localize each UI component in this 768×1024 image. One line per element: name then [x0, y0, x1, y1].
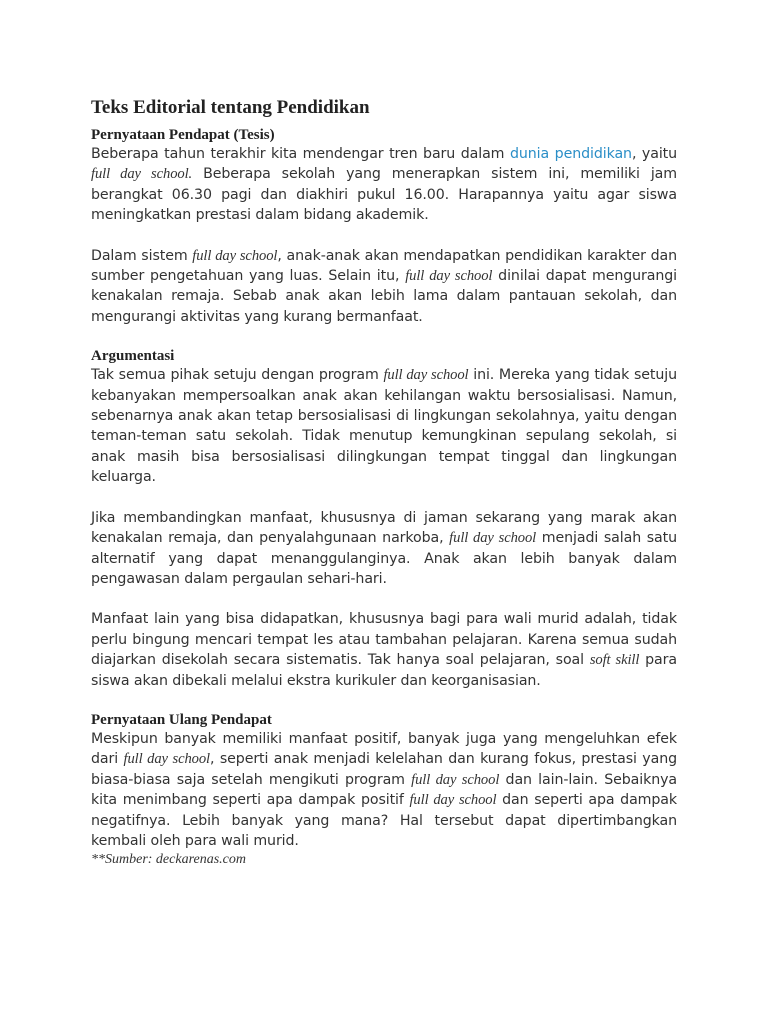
document-page	[91, 96, 677, 869]
argument-paragraph-3	[91, 609, 677, 691]
document-title: Teks Editorial tentang Pendidikan	[91, 97, 370, 118]
section-gap	[91, 691, 677, 711]
paragraph-gap	[91, 226, 677, 246]
section-gap	[91, 327, 677, 347]
thesis-paragraph-1	[91, 144, 677, 226]
italic-term: full day school	[411, 771, 500, 788]
text-run: Dalam sistem	[91, 247, 193, 264]
italic-term: full day school	[123, 751, 211, 768]
thesis-paragraph-2	[91, 246, 677, 328]
restatement-paragraph	[91, 729, 677, 851]
text-run: Meskipun banyak memiliki manfaat positif, banyak juga yang mengeluhkan efek dari	[91, 730, 677, 768]
text-run: Manfaat lain yang bisa didapatkan, khususnya bagi para wali murid adalah, tidak perlu bingung mencari tempat les atau tambahan pelajaran. Karena semua sudah diajarkan disekolah secara sistematis. Tak hanya soal pelajaran, soal	[91, 611, 677, 669]
text-run: , seperti anak menjadi kelelahan dan kurang fokus, prestasi yang biasa-biasa saja setelah mengikuti program	[91, 751, 677, 788]
text-run: Beberapa tahun terakhir kita mendengar tren baru dalam	[91, 146, 510, 162]
link-dunia-pendidikan[interactable]: dunia pendidikan	[509, 146, 632, 162]
section-heading-restatement: Pernyataan Ulang Pendapat	[91, 711, 272, 728]
italic-term: full day school	[409, 792, 497, 809]
italic-term: full day school.	[91, 166, 193, 183]
text-run: Tak semua pihak setuju dengan program	[91, 367, 384, 384]
argument-paragraph-2	[91, 508, 677, 590]
italic-term: full day school	[405, 268, 493, 285]
section-heading-thesis: Pernyataan Pendapat (Tesis)	[91, 127, 275, 143]
paragraph-gap	[91, 488, 677, 508]
italic-term: full day school	[192, 247, 278, 264]
paragraph-gap	[91, 589, 677, 609]
text-run: dan seperti apa dampak negatifnya. Lebih banyak yang mana? Hal tersebut dapat dipertimbangkan kembali oleh para wali murid.	[91, 792, 677, 849]
text-run: , anak-anak akan mendapatkan pendidikan karakter dan sumber pengetahuan yang luas. Selain itu,	[91, 247, 677, 285]
italic-term: full day school	[383, 367, 469, 384]
argument-paragraph-1	[91, 365, 677, 487]
text-run: ini. Mereka yang tidak setuju kebanyakan mempersoalkan anak akan kehilangan waktu bersosialisasi. Namun, sebenarnya anak akan tetap bersosialisasi di lingkungan sekolahnya, yaitu dengan teman-teman satu sekolah. Tidak menutup kemungkinan sepulang sekolah, si anak masih bisa bersosialisasi dilingkungan tempat tinggal dan lingkungan keluarga.	[91, 367, 677, 486]
text-run: Jika membandingkan manfaat, khususnya di jaman sekarang yang marak akan kenakalan remaja, dan penyalahgunaan narkoba,	[91, 509, 677, 547]
text-run: dinilai dapat mengurangi kenakalan remaja. Sebab anak akan lebih lama dalam pantauan sekolah, dan mengurangi aktivitas yang kurang bermanfaat.	[91, 268, 677, 325]
section-heading-argumentasi: Argumentasi	[91, 348, 175, 365]
italic-term: full day school	[449, 530, 537, 547]
text-run: dan lain-lain. Sebaiknya kita menimbang seperti apa dampak positif	[91, 771, 677, 809]
text-run: Beberapa sekolah yang menerapkan sistem ini, memiliki jam berangkat 06.30 pagi dan diakhiri pukul 16.00. Harapannya yaitu agar siswa meningkatkan prestasi dalam bidang akademik.	[91, 166, 677, 224]
text-run: menjadi salah satu alternatif yang dapat menanggulanginya. Anak akan lebih banyak dalam pengawasan dalam pergaulan sehari-hari.	[91, 530, 677, 587]
italic-term: soft skill	[589, 652, 640, 669]
text-run: para siswa akan dibekali melalui ekstra kurikuler dan keorganisasian.	[91, 652, 677, 689]
source-credit: **Sumber: deckarenas.com	[91, 852, 246, 868]
text-run: , yaitu	[631, 146, 678, 162]
